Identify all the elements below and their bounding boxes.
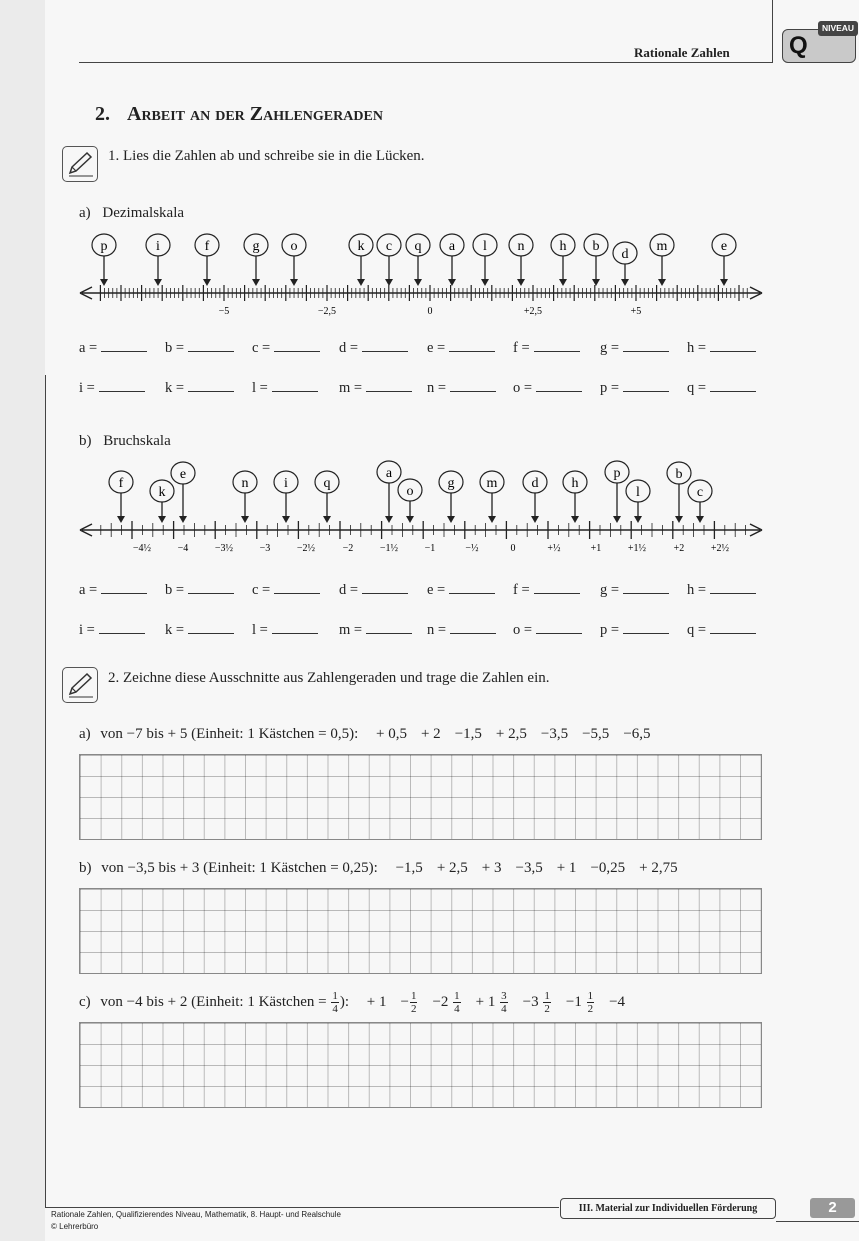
answer-label: k = xyxy=(165,622,185,638)
answer-blank[interactable] xyxy=(623,592,669,594)
answer-label: n = xyxy=(427,380,447,396)
drawing-grid-b[interactable] xyxy=(79,888,762,974)
answer-label: h = xyxy=(687,582,707,598)
answer-field[interactable] xyxy=(79,340,147,357)
marker-e xyxy=(171,462,195,523)
answer-blank[interactable] xyxy=(362,350,408,352)
answer-label: m = xyxy=(339,622,363,638)
answer-blank[interactable] xyxy=(623,390,669,392)
answer-blank[interactable] xyxy=(101,350,147,352)
pencil-glyph-icon xyxy=(63,668,97,702)
pencil-glyph-icon xyxy=(63,147,97,181)
badge-level-tag: NIVEAU xyxy=(818,21,858,36)
page-number: 2 xyxy=(810,1198,855,1218)
task2-part-a xyxy=(79,726,651,743)
answer-blank[interactable] xyxy=(274,350,320,352)
tick-label: −5 xyxy=(218,306,230,317)
answer-blank[interactable] xyxy=(623,632,669,634)
answer-label: l = xyxy=(252,380,268,396)
answer-blank[interactable] xyxy=(272,632,318,634)
marker-label: k xyxy=(158,485,166,500)
value-item: + 1 xyxy=(366,993,387,1010)
answer-field[interactable] xyxy=(252,340,320,357)
answer-blank[interactable] xyxy=(534,592,580,594)
answer-field[interactable] xyxy=(427,340,495,357)
marker-label: c xyxy=(385,239,393,254)
task2-c-range: von −4 bis + 2 (Einheit: 1 Kästchen = xyxy=(100,994,327,1010)
marker-label: p xyxy=(100,239,108,254)
tick-labels-b xyxy=(133,543,730,554)
tick-label: −4½ xyxy=(132,543,152,554)
answer-label: g = xyxy=(600,340,620,356)
answer-field[interactable] xyxy=(165,582,234,599)
answer-field[interactable] xyxy=(600,340,669,357)
tick-label: −2,5 xyxy=(317,306,337,317)
answer-blank[interactable] xyxy=(710,632,756,634)
marker-p xyxy=(605,461,629,523)
answer-blank[interactable] xyxy=(188,592,234,594)
answer-label: q = xyxy=(687,622,707,638)
answer-label: d = xyxy=(339,340,359,356)
part-b-letter: b) xyxy=(79,433,92,449)
part-a-title: Dezimalskala xyxy=(102,205,185,221)
answer-blank[interactable] xyxy=(710,350,756,352)
marker-label: h xyxy=(559,239,567,254)
answer-field[interactable] xyxy=(339,582,408,599)
answers-a-row1 xyxy=(0,340,859,360)
answer-field[interactable] xyxy=(687,340,756,357)
marker-label: g xyxy=(252,239,260,254)
answer-label: f = xyxy=(513,340,530,356)
markers-a xyxy=(92,234,736,286)
answers-b-row1 xyxy=(0,582,859,602)
answer-label: o = xyxy=(513,380,533,396)
value-item: −4 xyxy=(609,993,626,1010)
answer-label: g = xyxy=(600,582,620,598)
task2-a-values xyxy=(362,726,651,742)
marker-label: g xyxy=(447,476,455,491)
answer-blank[interactable] xyxy=(710,592,756,594)
marker-label: f xyxy=(204,239,210,254)
value-item: + 2,5 xyxy=(495,726,527,742)
marker-f xyxy=(109,471,133,523)
footer-section-label: III. Material zur Individuellen Förderung xyxy=(560,1198,776,1219)
marker-l xyxy=(473,234,497,286)
marker-label: a xyxy=(385,466,393,481)
task2-b-values xyxy=(382,860,678,876)
value-item: −3,5 xyxy=(515,860,543,876)
part-b-title: Bruchskala xyxy=(103,433,171,449)
answer-field[interactable] xyxy=(339,340,408,357)
tick-label: +2½ xyxy=(710,543,730,554)
answer-label: c = xyxy=(252,340,271,356)
answer-label: a = xyxy=(79,340,98,356)
marker-n xyxy=(509,234,533,286)
answers-b-row2 xyxy=(0,622,859,642)
marker-label: k xyxy=(357,239,365,254)
marker-a xyxy=(377,461,401,523)
value-item: −3 $\frac{1}{2}$ xyxy=(522,990,550,1015)
answers-a-row2 xyxy=(0,380,859,400)
tick-label: 0 xyxy=(510,543,516,554)
answer-label: n = xyxy=(427,622,447,638)
marker-label: c xyxy=(696,485,704,500)
fraction-number-line xyxy=(0,460,859,560)
task2-c-unit: $\frac{1}{4}$ ): xyxy=(332,990,350,1015)
tick-label: −½ xyxy=(465,543,479,554)
marker-l xyxy=(626,480,650,523)
header-rule xyxy=(79,62,772,63)
markers-b xyxy=(109,461,712,523)
answer-field[interactable] xyxy=(600,380,669,397)
tick-label: +2,5 xyxy=(523,306,543,317)
marker-label: l xyxy=(483,239,487,254)
answer-blank[interactable] xyxy=(272,390,318,392)
tick-label: −1 xyxy=(424,543,436,554)
answer-label: i = xyxy=(79,380,95,396)
answer-label: e = xyxy=(427,340,446,356)
answer-field[interactable] xyxy=(687,582,756,599)
marker-g xyxy=(244,234,268,286)
marker-o xyxy=(282,234,306,286)
marker-label: q xyxy=(414,239,422,254)
answer-field[interactable] xyxy=(513,380,582,397)
answer-field[interactable] xyxy=(252,380,318,397)
answer-label: k = xyxy=(165,380,185,396)
header-rule-right xyxy=(772,0,773,63)
marker-p xyxy=(92,234,116,286)
badge-letter: Q xyxy=(789,32,808,59)
marker-n xyxy=(233,471,257,523)
marker-label: e xyxy=(179,467,187,482)
marker-label: a xyxy=(448,239,456,254)
answer-field[interactable] xyxy=(79,582,147,599)
footer-rule-right xyxy=(776,1221,859,1222)
answer-field[interactable] xyxy=(165,340,234,357)
answer-field[interactable] xyxy=(339,380,412,397)
answer-field[interactable] xyxy=(600,582,669,599)
tick-label: −1½ xyxy=(379,543,399,554)
answer-blank[interactable] xyxy=(536,390,582,392)
marker-label: f xyxy=(118,476,124,491)
footer-credit-line2: © Lehrerbüro xyxy=(51,1222,99,1231)
value-item: −0,25 xyxy=(590,860,626,876)
answer-blank[interactable] xyxy=(188,350,234,352)
answer-label: c = xyxy=(252,582,271,598)
answer-field[interactable] xyxy=(427,380,496,397)
marker-m xyxy=(650,234,674,286)
answer-blank[interactable] xyxy=(536,632,582,634)
answer-field[interactable] xyxy=(600,622,669,639)
answer-blank[interactable] xyxy=(362,592,408,594)
marker-f xyxy=(195,234,219,286)
marker-label: b xyxy=(592,239,600,254)
marker-q xyxy=(315,471,339,523)
answer-blank[interactable] xyxy=(274,592,320,594)
marker-c xyxy=(377,234,401,286)
answer-field[interactable] xyxy=(513,622,582,639)
answer-field[interactable] xyxy=(513,340,580,357)
value-item: −1,5 xyxy=(454,726,482,742)
marker-label: m xyxy=(486,476,498,491)
task2-c-label: c) xyxy=(79,994,91,1010)
marker-g xyxy=(439,471,463,523)
answer-label: l = xyxy=(252,622,268,638)
tick-label: −2½ xyxy=(296,543,316,554)
answer-field[interactable] xyxy=(427,622,496,639)
answer-blank[interactable] xyxy=(99,632,145,634)
value-item: −6,5 xyxy=(623,726,651,742)
task2-b-range: von −3,5 bis + 3 (Einheit: 1 Kästchen = 0,25): xyxy=(101,860,378,876)
marker-o xyxy=(398,479,422,523)
task2-instruction: 2. Zeichne diese Ausschnitte aus Zahlengeraden und trage die Zahlen ein. xyxy=(108,670,550,686)
answer-field[interactable] xyxy=(165,380,234,397)
task2-a-label: a) xyxy=(79,726,91,742)
marker-h xyxy=(563,471,587,523)
pencil-icon xyxy=(62,667,98,703)
answer-field[interactable] xyxy=(79,380,145,397)
marker-label: e xyxy=(720,239,728,254)
task2-part-b xyxy=(79,860,678,877)
answer-label: p = xyxy=(600,380,620,396)
answer-label: i = xyxy=(79,622,95,638)
task2-c-values xyxy=(353,990,626,1015)
answer-blank[interactable] xyxy=(450,390,496,392)
value-item: + 0,5 xyxy=(376,726,407,742)
left-margin-line xyxy=(45,375,46,1208)
tick-label: −3½ xyxy=(214,543,234,554)
section-heading xyxy=(95,103,383,126)
value-item: −2 $\frac{1}{4}$ xyxy=(432,990,460,1015)
marker-label: d xyxy=(531,476,539,491)
answer-blank[interactable] xyxy=(101,592,147,594)
marker-m xyxy=(480,471,504,523)
marker-e xyxy=(712,234,736,286)
answer-label: q = xyxy=(687,380,707,396)
tick-label: +5 xyxy=(630,306,642,317)
value-item: + 1 xyxy=(556,860,577,876)
value-item: −5,5 xyxy=(582,726,610,742)
answer-field[interactable] xyxy=(252,622,318,639)
tick-label: +1 xyxy=(590,543,602,554)
value-item: + 2 xyxy=(420,726,441,742)
marker-label: q xyxy=(323,476,331,491)
value-item: −1,5 xyxy=(395,860,423,876)
part-b-label xyxy=(79,433,171,450)
answer-blank[interactable] xyxy=(188,390,234,392)
answer-blank[interactable] xyxy=(366,632,412,634)
task2-a-range: von −7 bis + 5 (Einheit: 1 Kästchen = 0,5): xyxy=(100,726,359,742)
marker-b xyxy=(584,234,608,286)
answer-field[interactable] xyxy=(165,622,234,639)
marker-c xyxy=(688,480,712,523)
answer-field[interactable] xyxy=(513,582,580,599)
answer-label: b = xyxy=(165,340,185,356)
marker-k xyxy=(349,234,373,286)
marker-label: o xyxy=(290,239,298,254)
value-item: −3,5 xyxy=(540,726,569,742)
tick-label: 0 xyxy=(427,306,433,317)
header-title: Rationale Zahlen xyxy=(634,45,730,60)
answer-blank[interactable] xyxy=(449,592,495,594)
value-item: −1 $\frac{1}{2}$ xyxy=(565,990,594,1015)
task2-part-c xyxy=(79,990,625,1020)
answer-label: h = xyxy=(687,340,707,356)
answer-label: m = xyxy=(339,380,363,396)
answer-label: o = xyxy=(513,622,533,638)
decimal-number-line xyxy=(0,230,859,325)
marker-label: n xyxy=(241,476,249,491)
answer-field[interactable] xyxy=(687,380,756,397)
marker-label: b xyxy=(675,467,683,482)
footer-credit-line1: Rationale Zahlen, Qualifizierendes Niveau, Mathematik, 8. Haupt- und Realschule xyxy=(51,1210,341,1219)
answer-field[interactable] xyxy=(687,622,756,639)
section-number: 2. xyxy=(95,103,110,125)
tick-label: −3 xyxy=(259,543,271,554)
marker-h xyxy=(551,234,575,286)
marker-d xyxy=(523,471,547,523)
answer-label: e = xyxy=(427,582,446,598)
answer-blank[interactable] xyxy=(623,350,669,352)
answer-label: p = xyxy=(600,622,620,638)
marker-b xyxy=(667,462,691,523)
marker-i xyxy=(146,234,170,286)
value-item: + 1 $\frac{3}{4}$ xyxy=(475,990,507,1015)
tick-label: −4 xyxy=(177,543,189,554)
part-a-label xyxy=(79,205,184,222)
marker-i xyxy=(274,471,298,523)
value-item: − $\frac{1}{2}$ xyxy=(400,990,417,1015)
answer-label: b = xyxy=(165,582,185,598)
task1-instruction: 1. Lies die Zahlen ab und schreibe sie in die Lücken. xyxy=(108,148,425,164)
answer-blank[interactable] xyxy=(450,632,496,634)
answer-label: f = xyxy=(513,582,530,598)
section-title: Arbeit an der Zahlengeraden xyxy=(127,103,383,125)
marker-label: h xyxy=(571,476,579,491)
tick-label: +½ xyxy=(547,543,561,554)
marker-d xyxy=(613,242,637,286)
marker-a xyxy=(440,234,464,286)
value-item: + 2,75 xyxy=(639,860,678,876)
answer-field[interactable] xyxy=(252,582,320,599)
answer-label: a = xyxy=(79,582,98,598)
marker-label: m xyxy=(656,239,668,254)
part-a-letter: a) xyxy=(79,205,91,221)
marker-label: d xyxy=(621,247,629,262)
answer-blank[interactable] xyxy=(99,390,145,392)
marker-k xyxy=(150,480,174,523)
marker-label: l xyxy=(636,485,640,500)
task2-b-label: b) xyxy=(79,860,92,876)
marker-label: i xyxy=(284,476,288,491)
answer-blank[interactable] xyxy=(366,390,412,392)
answer-blank[interactable] xyxy=(710,390,756,392)
marker-label: n xyxy=(517,239,525,254)
tick-label: +1½ xyxy=(627,543,647,554)
footer-rule xyxy=(45,1207,559,1208)
drawing-grid-c[interactable] xyxy=(79,1022,762,1108)
marker-label: i xyxy=(156,239,160,254)
tick-label: +2 xyxy=(673,543,685,554)
drawing-grid-a[interactable] xyxy=(79,754,762,840)
value-item: + 2,5 xyxy=(436,860,468,876)
marker-label: o xyxy=(406,484,414,499)
marker-q xyxy=(406,234,430,286)
answer-blank[interactable] xyxy=(534,350,580,352)
marker-label: p xyxy=(613,466,621,481)
answer-field[interactable] xyxy=(339,622,412,639)
answer-label: d = xyxy=(339,582,359,598)
answer-field[interactable] xyxy=(427,582,495,599)
answer-blank[interactable] xyxy=(449,350,495,352)
value-item: + 3 xyxy=(481,860,502,876)
pencil-icon xyxy=(62,146,98,182)
tick-label: −2 xyxy=(342,543,354,554)
answer-blank[interactable] xyxy=(188,632,234,634)
answer-field[interactable] xyxy=(79,622,145,639)
